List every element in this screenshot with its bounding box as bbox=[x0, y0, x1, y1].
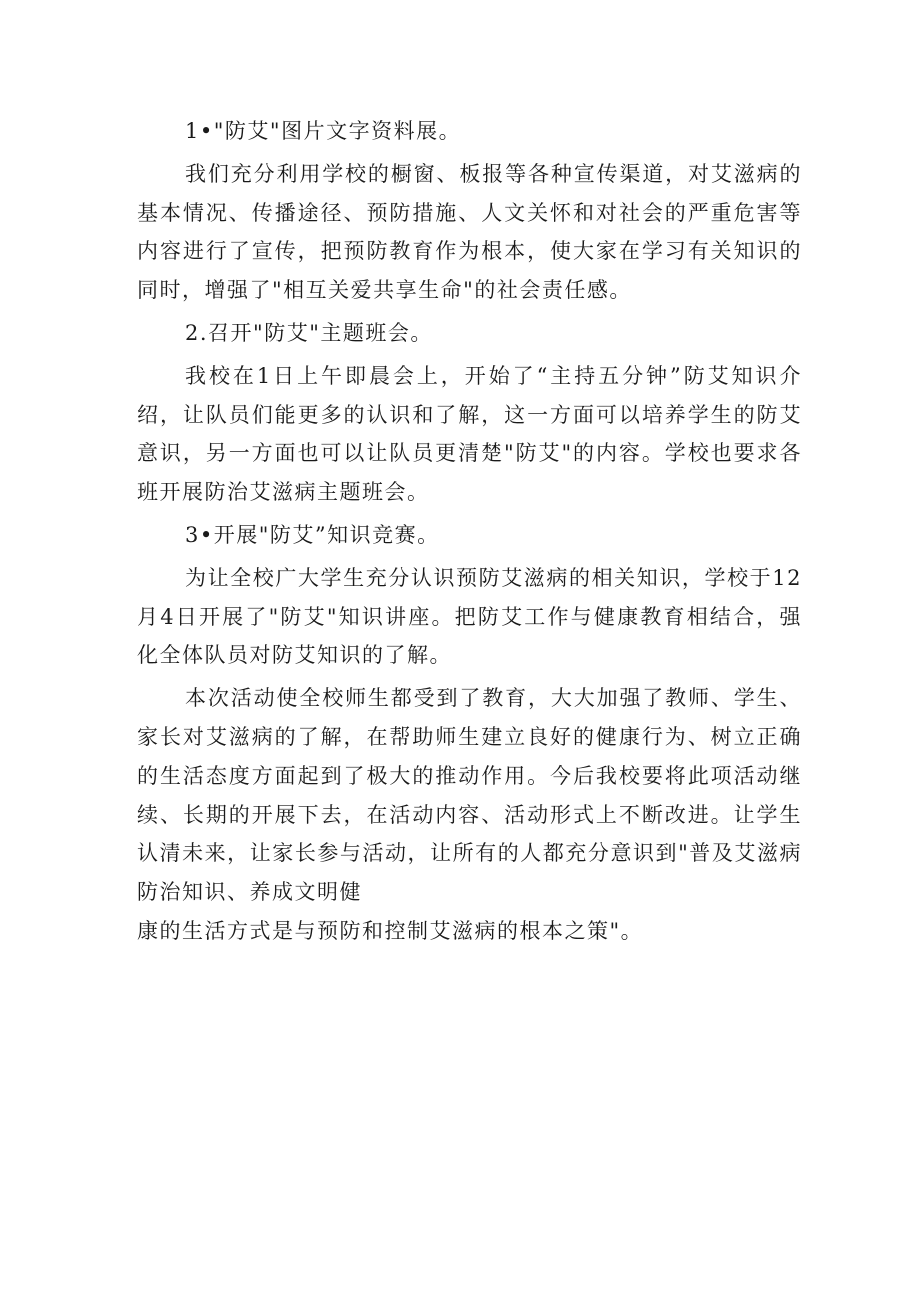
section2-title: 2.召开"防艾"主题班会。 bbox=[185, 320, 433, 345]
document-body bbox=[137, 112, 802, 951]
section3-title: 3•开展"防艾”知识竞赛。 bbox=[185, 522, 440, 547]
section2-paragraph: 我校在1日上午即晨会上，开始了“主持五分钟”防艾知识介绍，让队员们能更多的认识和了解，这一方面可以培养学生的防艾意识，另一方面也可以让队员更清楚"防艾"的内容。学校也要求各班开展防治艾滋病主题班会。 bbox=[137, 363, 802, 505]
conclusion-paragraph: 本次活动使全校师生都受到了教育，大大加强了教师、学生、家长对艾滋病的了解，在帮助师生建立良好的健康行为、树立正确的生活态度方面起到了极大的推动作用。今后我校要将此项活动继续、长期的开展下去，在活动内容、活动形式上不断改进。让学生认清未来，让家长参与活动，让所有的人都充分意识到"普及艾滋病防治知识、养成文明健 bbox=[137, 686, 802, 905]
section3-paragraph: 为让全校广大学生充分认识预防艾滋病的相关知识，学校于12月4日开展了"防艾"知识讲座。把防艾工作与健康教育相结合，强化全体队员对防艾知识的了解。 bbox=[137, 565, 802, 668]
section1-paragraph: 我们充分利用学校的橱窗、板报等各种宣传渠道，对艾滋病的基本情况、传播途径、预防措施、人文关怀和对社会的严重危害等内容进行了宣传，把预防教育作为根本，使大家在学习有关知识的同时，增强了"相互关爱共享生命"的社会责任感。 bbox=[137, 161, 802, 303]
conclusion-tail-line: 康的生活方式是与预防和控制艾滋病的根本之策"。 bbox=[137, 918, 644, 943]
section1-title: 1•"防艾"图片文字资料展。 bbox=[185, 119, 462, 143]
